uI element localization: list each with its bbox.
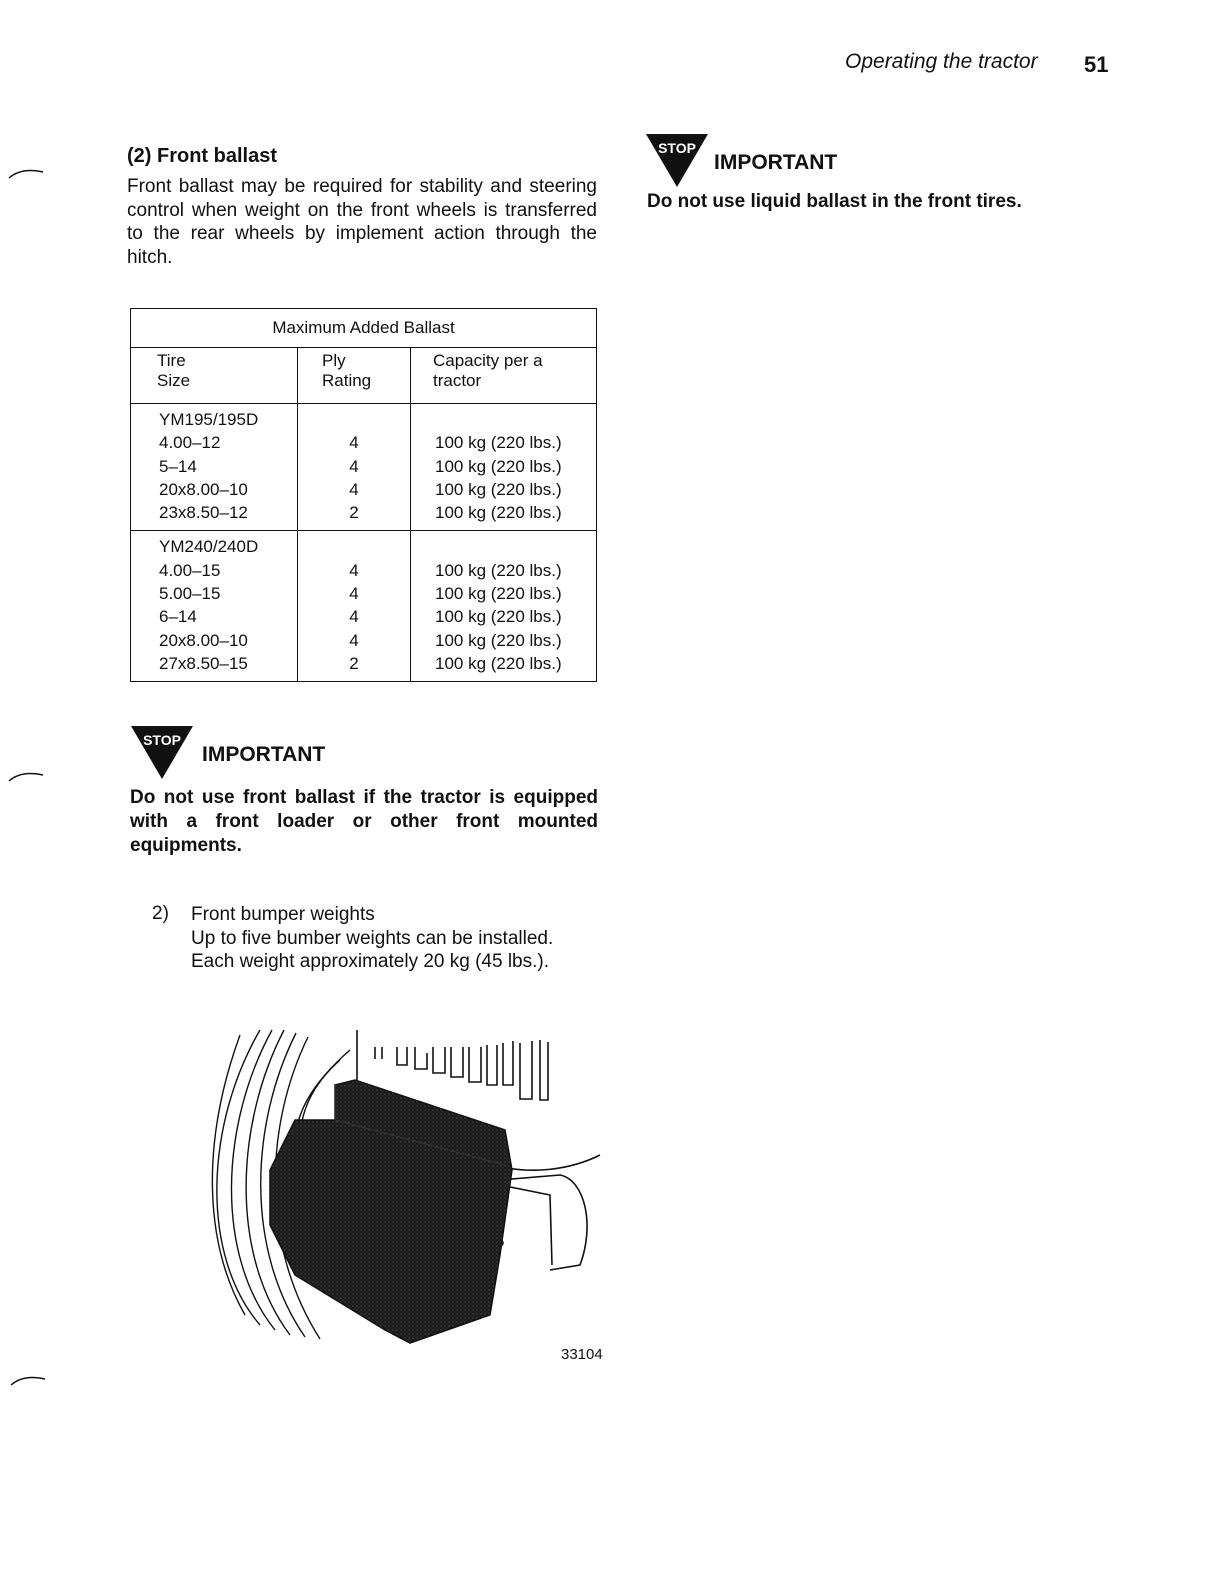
item-block xyxy=(191,903,601,974)
figure-number: 33104 xyxy=(561,1346,603,1363)
section-body: Front ballast may be required for stability and steering control when weight on the front wheels is transferred to the rear wheels by implement action through the hitch. xyxy=(127,176,597,268)
tire-size-cell: YM195/195D 4.00–12 5–14 20x8.00–10 23x8.50–12 xyxy=(131,404,298,531)
important-label: IMPORTANT xyxy=(714,151,838,174)
page-number: 51 xyxy=(1084,52,1109,77)
header-tire-size: Tire Size xyxy=(131,348,298,404)
important-label: IMPORTANT xyxy=(202,743,326,766)
bumper-weight-illustration xyxy=(200,1025,610,1355)
important-text: Do not use front ballast if the tractor is equipped with a front loader or other front mounted equipments. xyxy=(130,787,598,856)
tire-size-cell: YM240/240D 4.00–15 5.00–15 6–14 20x8.00–10 27x8.50–15 xyxy=(131,531,298,682)
header-capacity: Capacity per a tractor xyxy=(411,348,597,404)
model-name: YM195/195D xyxy=(159,410,259,429)
item-title: Front bumper weights xyxy=(191,904,375,925)
table-row-group-ym240 xyxy=(131,531,597,682)
stop-sign-icon xyxy=(130,724,194,785)
running-header: Operating the tractor xyxy=(845,50,1038,73)
section-title: (2) Front ballast xyxy=(127,145,278,167)
model-name: YM240/240D xyxy=(159,537,259,557)
important-text: Do not use liquid ballast in the front tires. xyxy=(647,191,1022,212)
capacity-cell: 100 kg (220 lbs.) 100 kg (220 lbs.) 100 kg (220 lbs.) 100 kg (220 lbs.) xyxy=(411,404,597,531)
ply-rating-cell: 4 4 4 4 2 xyxy=(298,531,411,682)
table-title: Maximum Added Ballast xyxy=(131,309,597,348)
header-ply-rating: Ply Rating xyxy=(298,348,411,404)
item-line: Each weight approximately 20 kg (45 lbs.). xyxy=(191,951,550,972)
margin-mark xyxy=(8,167,44,179)
item-number: 2) xyxy=(152,903,169,924)
svg-text:STOP: STOP xyxy=(143,732,181,748)
svg-text:STOP: STOP xyxy=(658,140,696,156)
item-line: Up to five bumber weights can be installed. xyxy=(191,927,554,949)
margin-mark xyxy=(10,1374,46,1386)
stop-sign-icon xyxy=(645,132,709,193)
margin-mark xyxy=(8,770,44,782)
ballast-table xyxy=(130,308,597,682)
capacity-cell: 100 kg (220 lbs.) 100 kg (220 lbs.) 100 kg (220 lbs.) 100 kg (220 lbs.) 100 kg (220 lbs.) xyxy=(411,531,597,682)
ply-rating-cell: 4 4 4 2 xyxy=(298,404,411,531)
table-row-group-ym195 xyxy=(131,404,597,531)
